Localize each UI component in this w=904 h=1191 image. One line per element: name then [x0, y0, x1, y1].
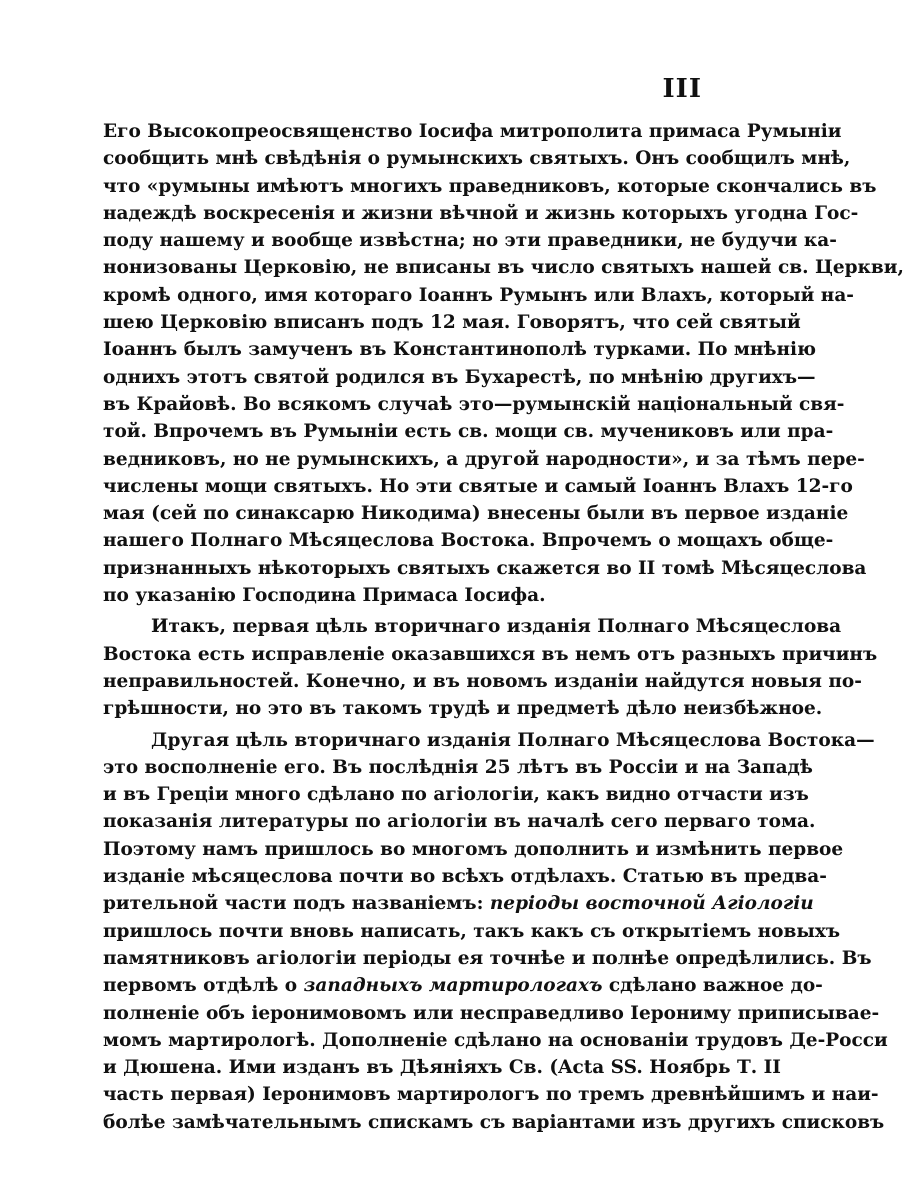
paragraph — [103, 727, 888, 1136]
text-line — [103, 945, 872, 972]
paragraph — [103, 118, 904, 609]
text-span: это восполненіе его. Въ послѣднія 25 лѣтъ въ Россіи и на Западѣ — [103, 756, 813, 778]
text-line — [103, 473, 853, 500]
text-line — [103, 668, 862, 695]
text-span: показанія литературы по агіологіи въ началѣ сего перваго тома. — [103, 811, 816, 833]
text-span: по указанію Господина Примаса Іосифа. — [103, 585, 546, 607]
text-line — [103, 808, 816, 835]
text-line — [103, 145, 851, 172]
text-span: нашего Полнаго Мѣсяцеслова Востока. Впрочемъ о мощахъ обще- — [103, 530, 834, 552]
text-span: признанныхъ нѣкоторыхъ святыхъ скажется во II томѣ Мѣсяцеслова — [103, 557, 867, 579]
text-line — [103, 418, 834, 445]
text-span: Другая цѣль вторичнаго изданія Полнаго Мѣсяцеслова Востока— — [151, 729, 875, 751]
text-span: рительной части подъ названіемъ: — [103, 893, 484, 915]
paragraph — [103, 613, 878, 722]
text-span: неправильностей. Конечно, и въ новомъ изданіи найдутся новыя по- — [103, 670, 862, 692]
text-span: Іоаннъ былъ замученъ въ Константинополѣ турками. По мнѣнію — [103, 339, 816, 361]
text-span: нонизованы Церковію, не вписаны въ число святыхъ нашей св. Церкви, — [103, 257, 904, 279]
text-line — [103, 890, 814, 917]
text-line — [103, 754, 813, 781]
text-line — [103, 200, 859, 227]
text-line — [103, 781, 809, 808]
text-line — [103, 555, 867, 582]
text-line — [103, 582, 737, 609]
text-span: изданіе мѣсяцеслова почти во всѣхъ отдѣлахъ. Статью въ предва- — [103, 866, 827, 888]
text-line — [103, 1000, 880, 1027]
text-line — [103, 918, 841, 945]
text-line — [103, 641, 878, 668]
text-span: грѣшности, но это въ такомъ трудѣ и предметѣ дѣло неизбѣжное. — [103, 698, 823, 720]
text-span: надеждѣ воскресенія и жизни вѣчной и жизнь которыхъ угодна Гос- — [103, 202, 859, 224]
text-line — [103, 227, 837, 254]
text-span: ведниковъ, но не румынскихъ, а другой народности», и за тѣмъ пере- — [103, 448, 865, 470]
text-line — [103, 1109, 885, 1136]
text-span: мая (сей по синаксарю Никодима) внесены были въ первое изданіе — [103, 503, 849, 525]
text-span: Востока есть исправленіе оказавшихся въ немъ отъ разныхъ причинъ — [103, 643, 878, 665]
text-span: въ Крайовѣ. Во всякомъ случаѣ это—румынскій національный свя- — [103, 393, 845, 415]
text-line — [103, 1054, 781, 1081]
text-span: поду нашему и вообще извѣстна; но эти праведники, не будучи ка- — [103, 230, 837, 252]
text-span: Итакъ, первая цѣль вторичнаго изданія Полнаго Мѣсяцеслова — [151, 616, 842, 638]
text-span: часть первая) Іеронимовъ мартирологъ по тремъ древнѣйшимъ и наи- — [103, 1084, 879, 1106]
text-line — [103, 727, 875, 754]
text-line — [103, 613, 842, 640]
text-span: числены мощи святыхъ. Но эти святые и самый Іоаннъ Влахъ 12-го — [103, 475, 853, 497]
italic-text: западныхъ мартирологахъ — [303, 975, 603, 997]
text-line — [103, 527, 834, 554]
text-span: кромѣ одного, имя котораго Іоаннъ Румынъ или Влахъ, который на- — [103, 284, 854, 306]
text-span: первомъ отдѣлѣ о — [103, 975, 298, 997]
text-span: момъ мартирологѣ. Дополненіе сдѣлано на основаніи трудовъ Де-Росси — [103, 1029, 888, 1051]
text-span: полненіе объ іеронимовомъ или несправедливо Іерониму приписывае- — [103, 1002, 880, 1024]
text-line — [103, 1027, 888, 1054]
text-span: Поэтому намъ пришлось во многомъ дополнить и измѣнить первое — [103, 838, 844, 860]
body-text — [103, 118, 904, 1140]
text-line — [103, 309, 801, 336]
text-line — [103, 391, 845, 418]
text-line — [103, 118, 842, 145]
text-span: пришлось почти вновь написать, такъ какъ съ открытіемъ новыхъ — [103, 920, 841, 942]
text-line — [103, 695, 823, 722]
page-number: III — [662, 74, 702, 104]
text-span: той. Впрочемъ въ Румыніи есть св. мощи св. мучениковъ или пра- — [103, 421, 834, 443]
text-line — [103, 364, 816, 391]
text-span: памятниковъ агіологіи періоды ея точнѣе и полнѣе опредѣлились. Въ — [103, 947, 872, 969]
text-span: Его Высокопреосвященство Іосифа митрополита примаса Румыніи — [103, 121, 842, 142]
text-span: шею Церковію вписанъ подъ 12 мая. Говорятъ, что сей святый — [103, 312, 801, 334]
text-line — [103, 863, 827, 890]
text-line — [103, 254, 904, 281]
text-span: сообщить мнѣ свѣдѣнія о румынскихъ святыхъ. Онъ сообщилъ мнѣ, — [103, 148, 851, 170]
text-line — [103, 446, 865, 473]
text-line — [103, 336, 816, 363]
text-span: болѣе замѣчательнымъ спискамъ съ варіантами изъ другихъ списковъ — [103, 1111, 885, 1133]
text-line — [103, 500, 849, 527]
text-line — [103, 836, 844, 863]
italic-text: періоды восточной Агіологіи — [489, 893, 814, 915]
text-span: что «румыны имѣютъ многихъ праведниковъ, которые скончались въ — [103, 175, 877, 197]
text-span: и Дюшена. Ими изданъ въ Дѣяніяхъ Св. (Acta SS. Ноябрь Т. II — [103, 1057, 781, 1079]
text-span: однихъ этотъ святой родился въ Бухарестѣ, по мнѣнію другихъ— — [103, 366, 816, 388]
text-line — [103, 173, 877, 200]
text-line — [103, 972, 823, 999]
text-line — [103, 1081, 879, 1108]
text-line — [103, 282, 854, 309]
text-span: и въ Греціи много сдѣлано по агіологіи, какъ видно отчасти изъ — [103, 784, 809, 806]
text-span: сдѣлано важное до- — [608, 975, 823, 997]
